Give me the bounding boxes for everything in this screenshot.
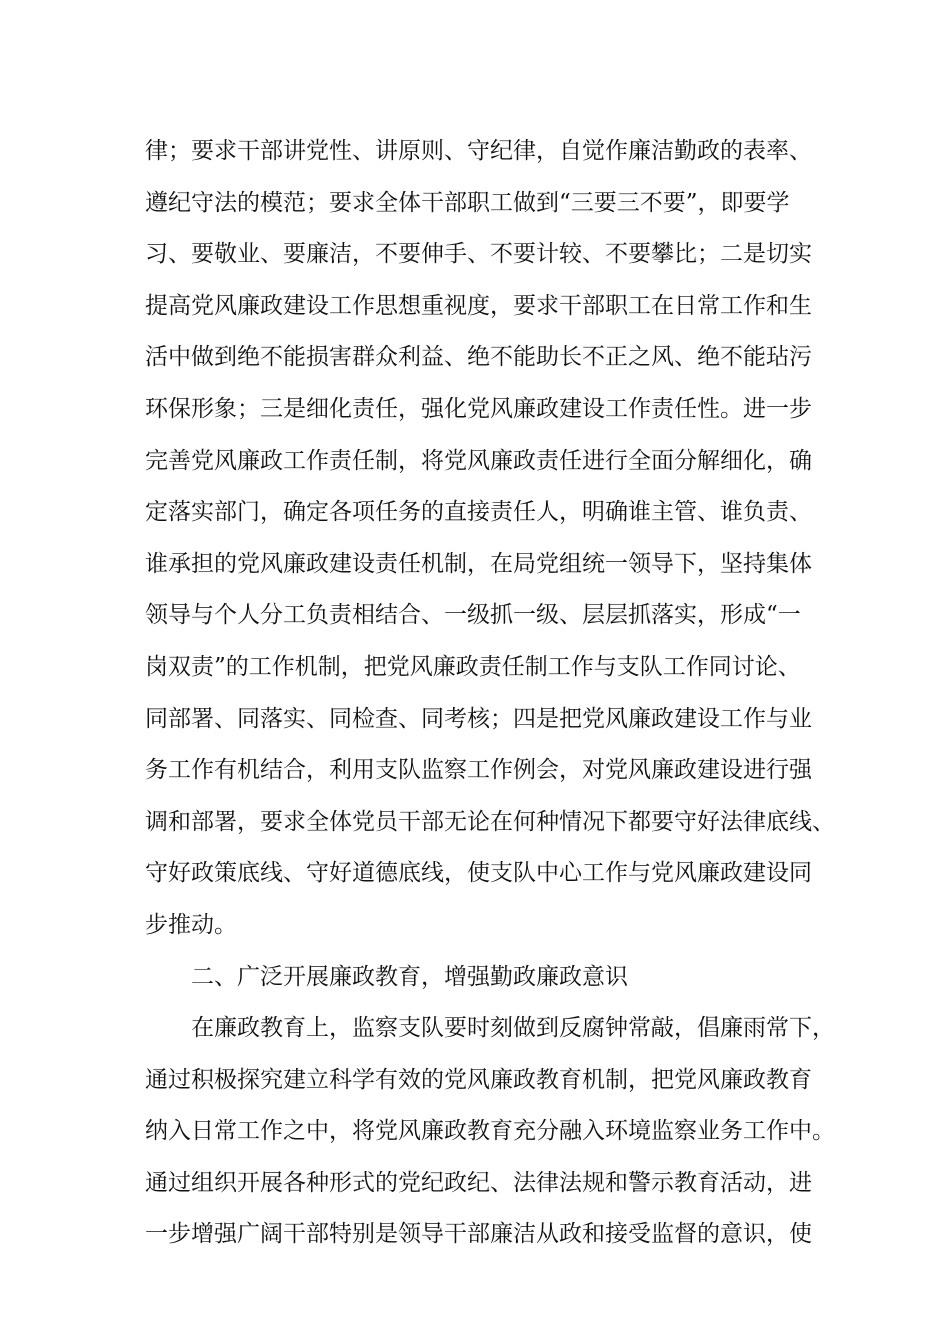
text-line: 提高党风廉政建设工作思想重视度，要求干部职工在日常工作和生 <box>145 292 812 319</box>
section-heading: 二、广泛开展廉政教育，增强勤政廉政意识 <box>191 963 628 990</box>
text-line: 习、要敬业、要廉洁，不要伸手、不要计较、不要攀比；二是切实 <box>145 241 812 268</box>
text-line: 守好政策底线、守好道德底线，使支队中心工作与党风廉政建设同 <box>145 860 812 887</box>
text-line: 完善党风廉政工作责任制，将党风廉政责任进行全面分解细化，确 <box>145 447 812 474</box>
text-line: 通过组织开展各种形式的党纪政纪、法律法规和警示教育活动，进 <box>145 1169 812 1196</box>
text-line: 纳入日常工作之中，将党风廉政教育充分融入环境监察业务工作中。 <box>145 1118 835 1145</box>
text-line: 岗双责”的工作机制，把党风廉政责任制工作与支队工作同讨论、 <box>145 653 801 680</box>
text-line: 定落实部门，确定各项任务的直接责任人，明确谁主管、谁负责、 <box>145 499 812 526</box>
text-line: 务工作有机结合，利用支队监察工作例会，对党风廉政建设进行强 <box>145 757 812 784</box>
text-line: 同部署、同落实、同检查、同考核；四是把党风廉政建设工作与业 <box>145 705 812 732</box>
text-line: 一步增强广阔干部特别是领导干部廉洁从政和接受监督的意识，使 <box>145 1221 812 1248</box>
body-text <box>145 126 835 1261</box>
text-line: 在廉政教育上，监察支队要时刻做到反腐钟常敲，倡廉雨常下， <box>191 1015 835 1042</box>
text-line: 环保形象；三是细化责任，强化党风廉政建设工作责任性。进一步 <box>145 395 812 422</box>
text-line: 律；要求干部讲党性、讲原则、守纪律，自觉作廉洁勤政的表率、 <box>145 138 812 164</box>
text-line: 领导与个人分工负责相结合、一级抓一级、层层抓落实，形成“一 <box>145 602 801 629</box>
text-line: 活中做到绝不能损害群众利益、绝不能助长不正之风、绝不能玷污 <box>145 344 812 371</box>
text-line: 遵纪守法的模范；要求全体干部职工做到“三要三不要”，即要学 <box>145 189 790 216</box>
text-line: 通过积极探究建立科学有效的党风廉政教育机制，把党风廉政教育 <box>145 1066 812 1093</box>
text-line: 步推动。 <box>145 911 237 938</box>
text-line: 调和部署，要求全体党员干部无论在何种情况下都要守好法律底线、 <box>145 808 835 835</box>
text-line: 谁承担的党风廉政建设责任机制，在局党组统一领导下，坚持集体 <box>145 550 812 577</box>
